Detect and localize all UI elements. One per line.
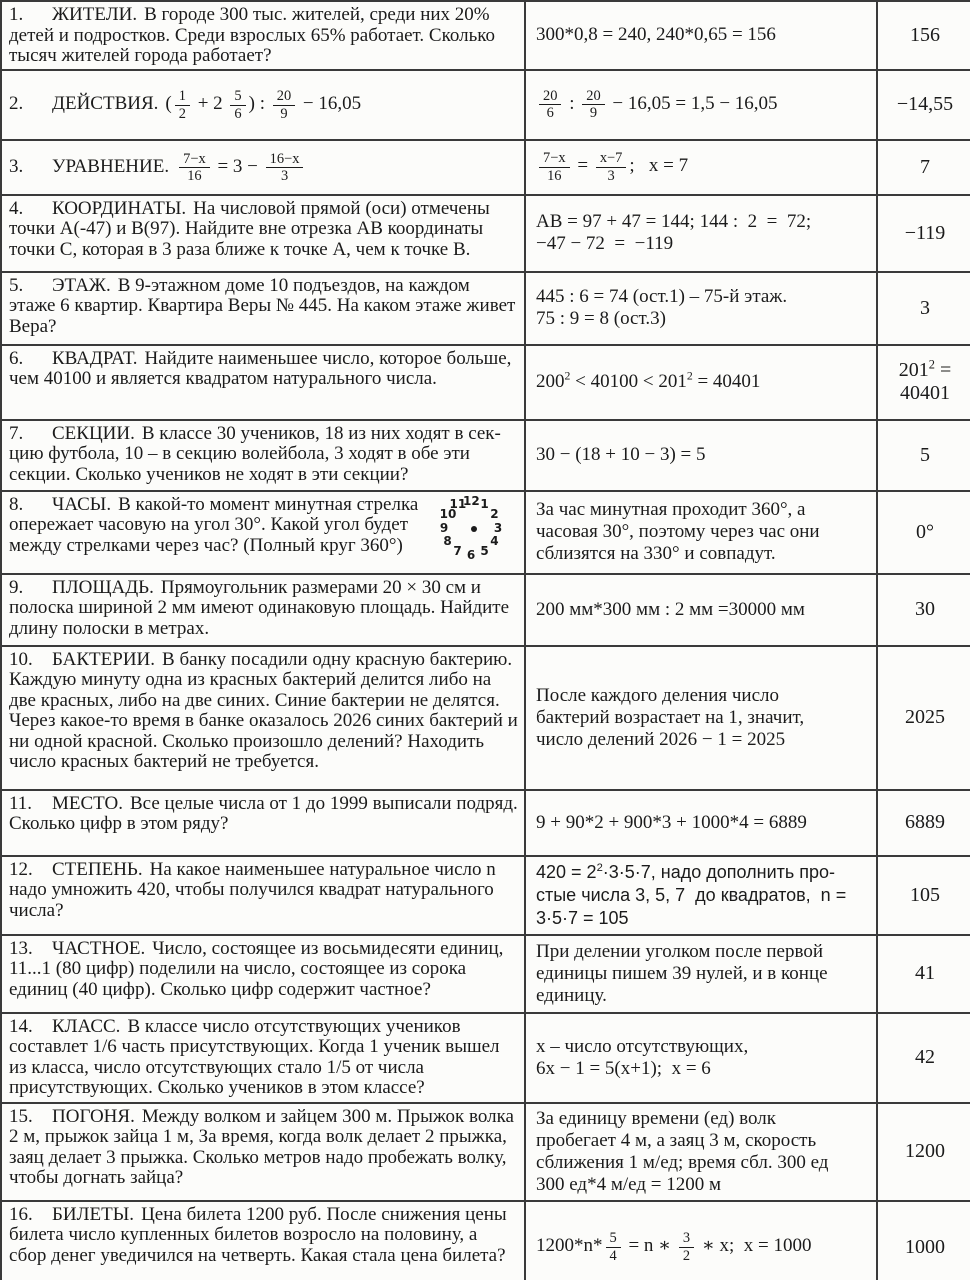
text-run: За единицу времени (ед) волк — [536, 1107, 776, 1129]
text-run: − 16,05 — [298, 93, 362, 115]
problem-title: КЛАСС. — [52, 1015, 121, 1037]
text-run: 75 : 9 = 8 (ост.3) — [536, 308, 666, 329]
problem-content — [9, 5, 518, 67]
fraction — [539, 150, 570, 183]
solution-content — [536, 211, 868, 255]
problem-cell — [2, 273, 524, 344]
power-exponent: 2 — [686, 369, 693, 383]
text-run: число делений 2026 − 1 = 2025 — [536, 728, 786, 750]
text-run: 1200 — [905, 1140, 945, 1162]
text-run: 5 — [920, 443, 930, 466]
problem-title: ПЛОЩАДЬ. — [52, 576, 154, 598]
problem-number: 16. — [9, 1203, 33, 1225]
answer-content — [905, 1236, 945, 1259]
text-run: 42 — [915, 1046, 935, 1068]
solution-cell — [524, 273, 876, 344]
fraction-numerator: 5 — [234, 88, 242, 105]
text-run: −14,55 — [896, 93, 954, 115]
problem-content — [9, 939, 518, 1001]
problem-content — [9, 495, 518, 571]
problem-content — [9, 349, 518, 390]
solution-cell — [524, 492, 876, 573]
problem-content — [9, 1205, 518, 1267]
text-run: Цена билета 1200 руб. После снижения цены билета число купленных билетов возросло на половину, а сбор денег уведичился на четверть. Какая стала цена билета? — [9, 1203, 512, 1266]
answer-cell — [876, 857, 970, 934]
problem-title: КВАДРАТ. — [52, 347, 138, 369]
answer-cell — [876, 2, 970, 69]
text-run: 156 — [910, 23, 940, 46]
problem-content — [9, 150, 518, 185]
problem-number: 10. — [9, 648, 33, 670]
answer-cell — [876, 71, 970, 139]
text-run: 7 — [920, 155, 930, 178]
clock-numeral: 8 — [443, 534, 452, 548]
power-exponent: 2 — [928, 357, 935, 372]
solution-cell — [524, 71, 876, 139]
power-exponent: 2 — [596, 861, 603, 874]
text-run: За час минутная проходит 360°, а — [536, 499, 806, 520]
problem-title: ЭТАЖ. — [52, 274, 111, 296]
text-run: −47 − 72 = −119 — [536, 233, 674, 254]
text-run: < 40100 < — [570, 371, 659, 392]
solution-content — [536, 1108, 868, 1196]
solution-cell — [524, 2, 876, 69]
power-base: 201 — [898, 359, 929, 381]
fraction-denominator: 16 — [179, 167, 210, 184]
table-row — [2, 492, 970, 575]
table-row — [2, 1202, 970, 1280]
solution-cell — [524, 575, 876, 645]
text-run: 1000 — [905, 1235, 945, 1258]
fraction-numerator: 20 — [543, 87, 558, 104]
table-row — [2, 2, 970, 71]
solution-cell — [524, 1202, 876, 1280]
clock-numeral: 6 — [466, 547, 476, 562]
problem-title: УРАВНЕНИЕ. — [52, 155, 170, 177]
power-base: 200 — [536, 371, 565, 392]
text-run: цию футбола, 10 – в секцию волейбола, 3 ходят в обе эти секции. Сколько учеников не ходят в эти секции? — [9, 443, 475, 485]
problem-number: 12. — [9, 858, 33, 880]
text-run: 3 — [920, 296, 930, 319]
problem-cell — [2, 857, 524, 934]
problem-number: 6. — [9, 347, 24, 369]
table-row — [2, 1104, 970, 1202]
problem-cell — [2, 1202, 524, 1280]
fraction — [266, 151, 304, 184]
fraction — [273, 88, 295, 121]
text-run: 6x − 1 = 5(x+1); x = 6 — [536, 1057, 711, 1079]
text-run: AB = 97 + 47 = 144; 144 : 2 = 72; — [536, 211, 812, 232]
problem-cell — [2, 421, 524, 490]
text-run: единицы пишем 39 нулей, и в конце — [536, 962, 828, 984]
problem-number: 9. — [9, 576, 24, 598]
fraction-numerator: 7−x — [183, 150, 206, 167]
text-run: В классе число отсутствующих учеников составлет 1/6 часть присутствующих. Когда 1 ученик вышел из класса, число отсутствующих стало 1/5 от числа присутствующих. Сколько учеников в этом классе? — [9, 1015, 505, 1098]
solution-cell — [524, 647, 876, 789]
fraction-numerator: 3 — [682, 1230, 691, 1247]
text-run: 40401 — [899, 382, 950, 404]
fraction-denominator: 4 — [606, 1247, 621, 1264]
answer-cell — [876, 273, 970, 344]
problem-cell — [2, 141, 524, 194]
solution-content — [536, 812, 868, 834]
problem-content — [9, 199, 518, 261]
solution-cell — [524, 421, 876, 490]
answer-content — [905, 1140, 945, 1163]
problem-number: 3. — [9, 155, 24, 177]
text-run: В какой-то момент минутная стрелка опережает часовую на угол 30°. Какой угол будет между стрелками через час? (Полный круг 360°) — [9, 493, 424, 556]
text-run: −119 — [904, 221, 946, 244]
problem-title: ПОГОНЯ. — [52, 1105, 135, 1127]
problem-title: ДЕЙСТВИЯ. — [52, 93, 159, 115]
clock-numeral: 5 — [480, 543, 489, 558]
problem-number: 7. — [9, 422, 24, 444]
text-run: Число, состоящее из восьмидесяти единиц, 11...1 (80 цифр) поделили на число, состоящее из сорока единиц (40 цифр). Сколько цифр содержит частное? — [9, 937, 509, 1000]
solution-content — [536, 286, 868, 330]
fraction-denominator: 9 — [582, 104, 604, 121]
answer-content — [905, 811, 945, 834]
text-run: Все целые числа от 1 до 1999 выписали подряд. Сколько цифр в этом ряду? — [9, 792, 523, 834]
text-run: стые числа 3, 5, 7 до квадратов, n = — [536, 884, 847, 905]
text-run: ∗ x; x = 1000 — [697, 1235, 812, 1257]
clock-numeral: 3 — [493, 520, 503, 535]
problem-content — [9, 860, 518, 922]
solution-content — [536, 444, 868, 466]
problem-title: МЕСТО. — [52, 792, 123, 814]
answer-content — [915, 598, 935, 621]
text-run: − 16,05 = 1,5 − 16,05 — [607, 92, 778, 114]
problem-number: 14. — [9, 1015, 33, 1037]
text-run: 200 мм*300 мм : 2 мм =30000 мм — [536, 598, 805, 620]
solution-cell — [524, 857, 876, 934]
solution-content — [536, 685, 868, 751]
solution-cell — [524, 346, 876, 419]
text-run: 41 — [915, 962, 935, 984]
clock-face-image — [432, 495, 518, 569]
clock-numeral: 12 — [463, 493, 480, 508]
problem-number: 8. — [9, 493, 24, 515]
answer-content — [915, 1046, 935, 1069]
text-run: 445 : 6 = 74 (ост.1) – 75-й этаж. — [536, 286, 788, 307]
problem-content — [9, 274, 521, 338]
text-run: Между волком и зайцем 300 м. Прыжок волка 2 м, прыжок зайца 1 м, За время, когда волк делает 2 прыжка, заяц делает 3 прыжка. Сколько метров надо пробежать волку, чтобы догнать зайца? — [9, 1105, 519, 1188]
text-run: = 3 − — [212, 155, 263, 177]
answer-cell — [876, 647, 970, 789]
table-row — [2, 575, 970, 647]
text-run: При делении уголком после первой — [536, 940, 823, 962]
text-run: В 9-этажном доме 10 подъездов, на каждом этаже 6 квартир. Квартира Веры № 445. На каком этаже живет Вера? — [9, 274, 521, 337]
answer-cell — [876, 141, 970, 194]
problem-cell — [2, 1014, 524, 1102]
solution-cell — [524, 141, 876, 194]
fraction-numerator: 7−x — [543, 150, 566, 167]
answer-content — [915, 962, 935, 985]
solution-cell — [524, 791, 876, 855]
problem-number: 13. — [9, 937, 33, 959]
problem-title: КООРДИНАТЫ. — [52, 197, 187, 219]
problem-cell — [2, 346, 524, 419]
solution-cell — [524, 196, 876, 271]
table-row — [2, 71, 970, 141]
answer-content — [899, 359, 951, 405]
solution-content — [536, 599, 868, 621]
power-expression — [536, 371, 570, 392]
text-run: : — [564, 92, 580, 114]
problem-title: ЖИТЕЛИ. — [52, 4, 138, 25]
clock-numeral: 4 — [490, 534, 499, 548]
power-exponent: 2 — [564, 369, 571, 383]
solution-content — [536, 24, 868, 46]
solution-content — [536, 941, 868, 1007]
table-row — [2, 791, 970, 857]
problem-cell — [2, 791, 524, 855]
problem-cell — [2, 2, 524, 69]
solution-cell — [524, 1104, 876, 1200]
answer-content — [897, 93, 953, 116]
table-row — [2, 273, 970, 346]
problem-title: БИЛЕТЫ. — [52, 1203, 135, 1225]
answer-content — [905, 706, 945, 729]
clock-numeral: 1 — [480, 497, 489, 512]
solution-content — [536, 87, 868, 122]
text-run: + 2 — [192, 93, 228, 115]
text-run: 300*0,8 = 240, 240*0,65 = 156 — [536, 24, 776, 46]
problem-content — [9, 578, 518, 640]
problem-content — [9, 87, 518, 122]
problem-number: 2. — [9, 93, 24, 115]
text-run: бактерий возрастает на 1, значит, — [536, 706, 805, 728]
fraction — [230, 88, 245, 121]
text-run: сближения 1 м/ед; время сбл. 300 ед — [536, 1151, 829, 1173]
table-row — [2, 141, 970, 196]
text-run: В городе 300 тыс. жителей, среди них 20% детей и подростков. Среди взрослых 65% работает. Сколько тысяч жителей города работает? — [9, 4, 500, 66]
fraction — [539, 88, 561, 121]
clock-center-dot — [471, 526, 477, 532]
text-run: пробегает 4 м, а заяц 3 м, скорость — [536, 1129, 817, 1151]
fraction-numerator: 5 — [609, 1230, 617, 1247]
text-run: В классе 30 учеников, 18 из них ходят в сек- — [141, 422, 501, 444]
text-run: 9 + 90*2 + 900*3 + 1000*4 = 6889 — [536, 811, 807, 833]
problem-cell — [2, 936, 524, 1012]
problem-cell — [2, 647, 524, 789]
problem-content — [9, 424, 518, 486]
answer-cell — [876, 1202, 970, 1280]
text-run: Найдите наименьшее число, которое больше, чем 40100 и является квадратом натурального числа. — [9, 347, 517, 389]
clock-numeral: 10 — [439, 507, 457, 521]
table-row — [2, 346, 970, 421]
answer-content — [910, 24, 940, 47]
fraction-denominator: 2 — [679, 1247, 694, 1264]
text-run: 30 − (18 + 10 − 3) = 5 — [536, 444, 706, 465]
table-row — [2, 421, 970, 492]
text-run: 30 — [915, 598, 935, 620]
fraction — [679, 1230, 694, 1263]
fraction-denominator: 6 — [230, 105, 245, 122]
text-run: часовая 30°, поэтому через час они — [536, 521, 820, 542]
text-run: 105 — [910, 883, 940, 906]
table-row — [2, 857, 970, 936]
solution-cell — [524, 936, 876, 1012]
fraction — [606, 1230, 621, 1263]
problem-cell — [2, 1104, 524, 1200]
problem-content — [9, 1107, 518, 1189]
answer-cell — [876, 1014, 970, 1102]
fraction-numerator: 1 — [178, 88, 186, 105]
text-run: = — [572, 155, 593, 177]
problem-cell — [2, 196, 524, 271]
answer-cell — [876, 575, 970, 645]
solution-content — [536, 371, 868, 393]
fraction-denominator: 16 — [539, 167, 570, 184]
table-row — [2, 647, 970, 791]
power-expression — [658, 371, 692, 392]
problem-content — [9, 648, 523, 773]
problem-title: СТЕПЕНЬ. — [52, 858, 143, 880]
text-run: Прямоугольник размерами 20 × 30 см и полоска шириной 2 мм имеют одинаковую площадь. Найдите длину полоски в метрах. — [9, 576, 514, 639]
answer-content — [920, 156, 930, 179]
power-base: 201 — [658, 371, 687, 392]
problem-number: 15. — [9, 1105, 33, 1127]
text-run: 0° — [916, 520, 934, 543]
text-run: В банку посадили одну красную бактерию. Каждую минуту одна из красных бактерий делится либо на две красных, либо на две синих. Синие бактерии не делятся. Через какое-то время в банке оказалось 2026 синих бактерий и ни одной красной. Сколько произошло делений? Находить число красных бактерий не требуется. — [9, 648, 523, 772]
text-run: сблизятся на 330° и совпадут. — [536, 543, 776, 564]
text-run: 2025 — [905, 706, 945, 728]
problem-title: БАКТЕРИИ. — [52, 648, 156, 670]
answer-content — [916, 521, 934, 544]
problem-content — [9, 1017, 518, 1099]
answer-cell — [876, 1104, 970, 1200]
answer-cell — [876, 791, 970, 855]
answer-cell — [876, 936, 970, 1012]
problem-cell — [2, 71, 524, 139]
solution-content — [536, 149, 868, 184]
solution-content — [536, 499, 868, 565]
text-run: x – число отсутствующих, — [536, 1035, 749, 1057]
fraction-numerator: 20 — [586, 87, 601, 104]
text-run: 1200*n* — [536, 1235, 603, 1257]
clock-numeral: 2 — [490, 507, 499, 521]
problem-content — [9, 792, 523, 835]
answer-cell — [876, 346, 970, 419]
power-expression — [899, 359, 935, 381]
fraction — [179, 151, 210, 184]
text-run: 6889 — [905, 811, 945, 833]
text-run: = — [934, 359, 952, 381]
text-run: На какое наименьшее натуральное число n надо умножить 420, чтобы получился квадрат натурального числа? — [9, 858, 501, 921]
text-run: ; x = 7 — [629, 155, 689, 177]
problem-cell — [2, 492, 524, 573]
fraction-denominator: 6 — [539, 104, 561, 121]
table-row — [2, 196, 970, 273]
text-run: единицу. — [536, 984, 607, 1006]
text-run: На числовой прямой (оси) отмечены точки A(-47) и B(97). Найдите вне отрезка AB координаты точки C, которая в 3 раза ближе к точке A, чем к точке B. — [9, 197, 495, 260]
fraction-denominator: 9 — [273, 105, 295, 122]
text-run: 3·5·7 = 105 — [536, 907, 629, 928]
fraction-numerator: 20 — [276, 88, 292, 105]
answer-content — [910, 884, 940, 907]
problem-cell — [2, 575, 524, 645]
solution-content — [536, 1036, 868, 1080]
text-run: ·3·5·7, надо дополнить про- — [602, 861, 836, 882]
fraction-numerator: x−7 — [599, 150, 623, 167]
fraction — [582, 88, 604, 121]
solution-cell — [524, 1014, 876, 1102]
text-run: = 40401 — [692, 371, 761, 392]
answer-content — [920, 297, 930, 320]
clock-numeral: 7 — [453, 543, 462, 558]
fraction-denominator: 2 — [175, 105, 190, 122]
problem-title: СЕКЦИИ. — [52, 422, 135, 444]
answer-content — [905, 222, 946, 245]
text-run: 420 = 2 — [536, 861, 597, 882]
clock-numeral: 9 — [439, 520, 449, 535]
fraction-numerator: 16−x — [269, 150, 300, 167]
problem-number: 1. — [9, 4, 24, 25]
answer-cell — [876, 492, 970, 573]
solution-content — [536, 1229, 868, 1264]
text-run: ( — [165, 93, 172, 115]
table-row — [2, 936, 970, 1014]
fraction — [175, 88, 190, 121]
fraction — [596, 150, 627, 183]
answer-content — [920, 444, 930, 467]
solution-content — [536, 861, 868, 930]
text-run: 300 ед*4 м/ед = 1200 м — [536, 1173, 721, 1195]
fraction-denominator: 3 — [266, 167, 304, 184]
problem-number: 11. — [9, 792, 33, 814]
text-run: После каждого деления число — [536, 684, 780, 706]
text-run: ) : — [248, 93, 270, 115]
answer-cell — [876, 421, 970, 490]
fraction-denominator: 3 — [596, 167, 627, 184]
text-run: = n ∗ — [623, 1235, 676, 1257]
clock-numeral: 11 — [449, 497, 467, 512]
problem-number: 4. — [9, 197, 24, 219]
answer-cell — [876, 196, 970, 271]
problem-title: ЧАСЫ. — [52, 493, 112, 515]
problem-number: 5. — [9, 274, 24, 296]
table-row — [2, 1014, 970, 1104]
problem-title: ЧАСТНОЕ. — [52, 937, 146, 959]
